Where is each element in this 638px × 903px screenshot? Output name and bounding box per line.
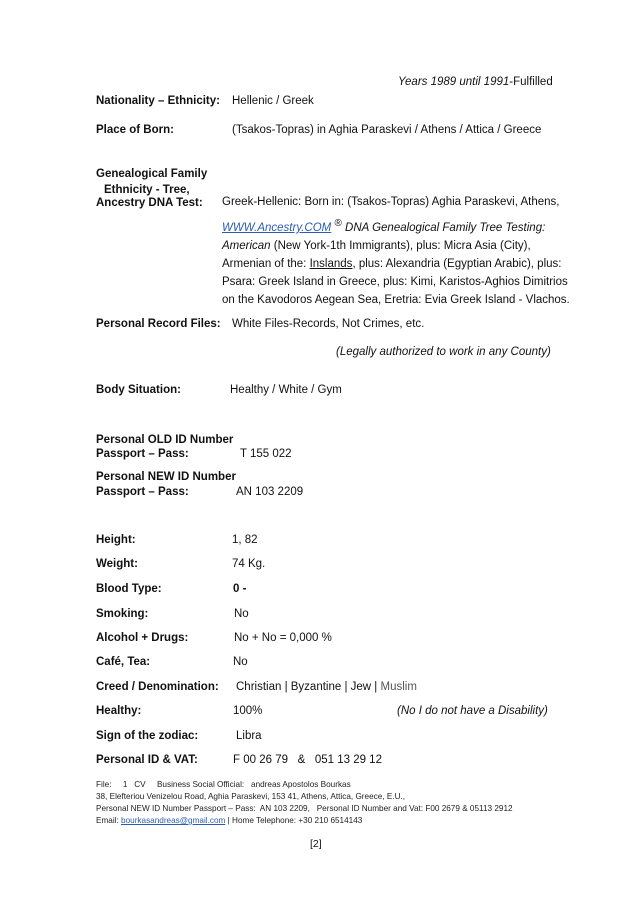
height-label: Height: bbox=[96, 534, 136, 546]
records-label: Personal Record Files: bbox=[96, 318, 221, 330]
footer-line1: File: 1 CV Business Social Official: andreas Apostolos Bourkas bbox=[96, 780, 351, 789]
genealogy-american: American bbox=[222, 239, 271, 252]
footer-line3: Personal NEW ID Number Passport – Pass: AN 103 2209, Personal ID Number and Vat: F00 2679 & 05113 2912 bbox=[96, 804, 513, 813]
genealogy-line2 bbox=[222, 215, 570, 237]
footer-phone: | Home Telephone: +30 210 6514143 bbox=[225, 816, 363, 825]
genealogy-line1: Greek-Hellenic: Born in: (Tsakos-Topras) Aghia Paraskevi, Athens, bbox=[222, 196, 560, 208]
creed-value-main: Christian | Byzantine | Jew | bbox=[236, 681, 378, 693]
records-note: (Legally authorized to work in any County) bbox=[336, 346, 551, 358]
zodiac-label: Sign of the zodiac: bbox=[96, 730, 199, 742]
creed-value bbox=[236, 681, 417, 693]
smoking-label: Smoking: bbox=[96, 608, 149, 620]
years-suffix: -Fulfilled bbox=[509, 76, 553, 88]
creed-value-muslim: Muslim bbox=[380, 681, 417, 693]
genealogy-line3-rest: (New York-1th Immigrants), plus: Micra Asia (City), bbox=[273, 239, 531, 252]
genealogy-label-line2: Ethnicity - Tree, bbox=[104, 184, 190, 196]
healthy-note: (No I do not have a Disability) bbox=[397, 705, 548, 717]
registered-mark: ® bbox=[334, 218, 342, 229]
vat-label: Personal ID & VAT: bbox=[96, 754, 198, 766]
genealogy-line4-rest: , plus: Alexandria (Egyptian Arabic), plus: bbox=[352, 257, 562, 270]
smoking-value: No bbox=[234, 608, 249, 620]
old-id-label-line1: Personal OLD ID Number bbox=[96, 434, 234, 446]
years-range: Years 1989 until 1991 bbox=[398, 76, 510, 88]
genealogy-line3 bbox=[222, 237, 570, 255]
new-id-label-line1: Personal NEW ID Number bbox=[96, 471, 236, 483]
footer-line4 bbox=[96, 815, 513, 827]
ancestry-link[interactable]: WWW.Ancestry.COM bbox=[222, 221, 332, 234]
vat-value: F 00 26 79 & 051 13 29 12 bbox=[233, 754, 382, 766]
birth-label: Place of Born: bbox=[96, 124, 174, 136]
genealogy-label-line1: Genealogical Family bbox=[96, 168, 208, 180]
healthy-value: 100% bbox=[233, 705, 263, 717]
records-value: White Files-Records, Not Crimes, etc. bbox=[232, 318, 425, 330]
nationality-label: Nationality – Ethnicity: bbox=[96, 95, 220, 107]
height-value: 1, 82 bbox=[232, 534, 258, 546]
healthy-label: Healthy: bbox=[96, 705, 142, 717]
creed-label: Creed / Denomination: bbox=[96, 681, 219, 693]
genealogy-line5: Psara: Greek Island in Greece, plus: Kimi, Karistos-Aghios Dimitrios bbox=[222, 275, 568, 288]
footer-email-label: Email: bbox=[96, 816, 119, 825]
alcohol-label: Alcohol + Drugs: bbox=[96, 632, 189, 644]
blood-label: Blood Type: bbox=[96, 583, 162, 595]
footer-line2: 38, Elefteriou Venizelou Road, Aghia Paraskevi, 153 41, Athens, Attica, Greece, E.U., bbox=[96, 792, 406, 801]
genealogy-text bbox=[222, 193, 570, 309]
cafe-value: No bbox=[233, 656, 248, 668]
genealogy-line4 bbox=[222, 255, 570, 273]
old-id-label-line2: Passport – Pass: bbox=[96, 448, 189, 460]
genealogy-line2-rest: DNA Genealogical Family Tree Testing: bbox=[345, 221, 546, 234]
new-id-label-line2: Passport – Pass: bbox=[96, 486, 189, 498]
new-id-value: AN 103 2209 bbox=[236, 486, 304, 498]
page-number: [2] bbox=[310, 838, 322, 850]
blood-value: 0 - bbox=[233, 583, 247, 595]
birth-value: (Tsakos-Topras) in Aghia Paraskevi / Athens / Attica / Greece bbox=[232, 124, 542, 136]
genealogy-label-line3: Ancestry DNA Test: bbox=[96, 197, 203, 209]
weight-value: 74 Kg. bbox=[232, 558, 266, 570]
genealogy-line4-prefix: Armenian of the: bbox=[222, 257, 307, 270]
old-id-value: T 155 022 bbox=[240, 448, 292, 460]
nationality-value: Hellenic / Greek bbox=[232, 95, 314, 107]
alcohol-value: No + No = 0,000 % bbox=[234, 632, 332, 644]
footer-email-link[interactable]: bourkasandreas@gmail.com bbox=[121, 816, 226, 825]
years-header bbox=[398, 76, 553, 88]
cafe-label: Café, Tea: bbox=[96, 656, 151, 668]
body-label: Body Situation: bbox=[96, 384, 181, 396]
genealogy-line6: on the Kavodoros Aegean Sea, Eretria: Evia Greek Island - Vlachos. bbox=[222, 293, 570, 306]
genealogy-inslands: Inslands bbox=[309, 257, 353, 270]
body-value: Healthy / White / Gym bbox=[230, 384, 342, 396]
footer bbox=[96, 779, 513, 827]
weight-label: Weight: bbox=[96, 558, 138, 570]
zodiac-value: Libra bbox=[236, 730, 262, 742]
